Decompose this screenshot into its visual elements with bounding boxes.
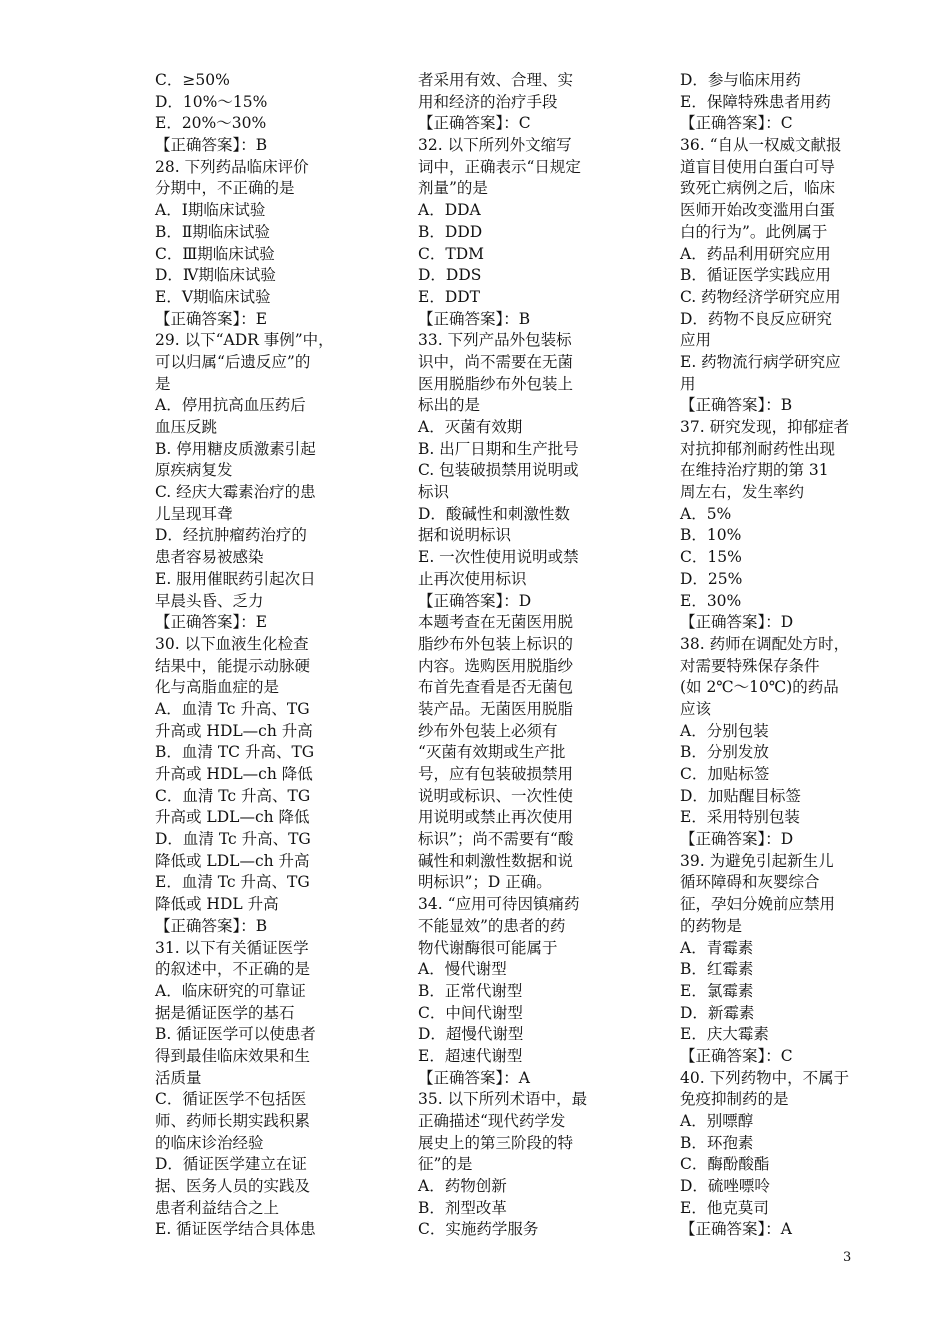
text-line: 35. 以下所列术语中，最 [418, 1090, 588, 1109]
text-line: 【正确答案】：B [680, 396, 793, 415]
text-line: A．药物创新 [418, 1177, 507, 1196]
text-line: A．临床研究的可靠证 [155, 981, 306, 1000]
text-line: 用说明或禁止再次使用 [418, 808, 574, 827]
text-line: A．药品利用研究应用 [680, 244, 831, 263]
text-line: E．血清 Tc 升高、TG [155, 873, 310, 892]
text-line: D．10%～15% [155, 92, 268, 111]
text-line: 得到最佳临床效果和生 [155, 1046, 311, 1065]
text-line: 结果中，能提示动脉硬 [155, 656, 311, 675]
text-line: 展史上的第三阶段的特 [418, 1133, 574, 1152]
text-line: 【正确答案】：B [418, 309, 531, 328]
text-line: E. 一次性使用说明或禁 [418, 548, 579, 567]
text-line: A．Ⅰ期临床试验 [155, 201, 266, 220]
text-line: 物代谢酶很可能属于 [418, 938, 558, 957]
text-line: 36. “自从一权威文献报 [680, 136, 842, 155]
text-line: 脂纱布外包装上标识的 [418, 634, 574, 653]
text-line: 师、药师长期实践积累 [155, 1112, 311, 1130]
text-line: A．别嘌醇 [680, 1112, 754, 1130]
text-line: D．超慢代谢型 [418, 1025, 524, 1044]
text-line: E．庆大霉素 [680, 1025, 769, 1044]
text-line: 应用 [680, 331, 712, 350]
text-line: E．Ⅴ期临床试验 [155, 287, 271, 306]
text-line: C．15% [680, 548, 742, 567]
text-line: D．血清 Tc 升高、TG [155, 830, 311, 849]
text-line: D．加贴醒目标签 [680, 786, 801, 805]
text-line: 用 [680, 374, 696, 393]
text-line: 30. 以下血液生化检查 [155, 634, 309, 653]
text-line: 在维持治疗期的第 31 [680, 461, 829, 480]
text-line: 词中，正确表示“日规定 [418, 157, 581, 176]
text-line: C．循证医学不包括医 [155, 1090, 307, 1109]
text-line: 内容。选购医用脱脂纱 [418, 656, 574, 675]
text-column-3 [680, 70, 860, 1241]
text-line: 37. 研究发现，抑郁症者 [680, 418, 850, 436]
text-line: 【正确答案】：D [680, 830, 794, 849]
text-line: 装产品。无菌医用脱脂 [418, 699, 574, 718]
text-line: 31. 以下有关循证医学 [155, 938, 309, 957]
text-line: 应该 [680, 699, 712, 718]
text-line: 【正确答案】：C [680, 1046, 793, 1065]
text-line: 标出的是 [418, 396, 481, 415]
text-line: E．20%～30% [155, 114, 267, 133]
text-line: 【正确答案】：C [418, 114, 531, 133]
text-line: 白的行为”。此例属于 [680, 222, 828, 241]
text-line: D．参与临床用药 [680, 71, 801, 89]
text-line: 【正确答案】：A [418, 1068, 530, 1087]
text-line: 是 [155, 374, 171, 393]
text-line: C. 药物经济学研究应用 [680, 287, 841, 306]
text-line: 患者容易被感染 [155, 548, 264, 567]
text-line: 据是循证医学的基石 [155, 1003, 295, 1022]
text-line: D．25% [680, 569, 743, 588]
text-line: C. 包装破损禁用说明或 [418, 461, 579, 480]
text-line: B．DDD [418, 222, 483, 241]
text-column-2 [418, 70, 598, 1241]
text-line: E．采用特别包装 [680, 808, 800, 827]
text-line: 33. 下列产品外包装标 [418, 331, 572, 350]
text-line: A．DDA [418, 201, 481, 220]
text-line: 标识 [418, 483, 450, 502]
text-line: 对抗抑郁剂耐药性出现 [680, 439, 836, 458]
text-line: 布首先查看是否无菌包 [418, 678, 574, 697]
text-line: E．DDT [418, 287, 481, 306]
text-line: 【正确答案】：C [680, 114, 793, 133]
text-line: B．10% [680, 526, 742, 545]
text-line: 患者利益结合之上 [155, 1198, 280, 1217]
text-line: 降低或 HDL 升高 [155, 895, 279, 914]
text-line: “灭菌有效期或生产批 [418, 743, 566, 762]
text-line: D．DDS [418, 266, 482, 285]
text-line: A．血清 Tc 升高、TG [155, 699, 310, 718]
text-line: 活质量 [155, 1068, 202, 1087]
text-line: 【正确答案】：B [155, 916, 268, 935]
text-line: 早晨头昏、乏力 [155, 591, 264, 610]
text-line: D．循证医学建立在证 [155, 1155, 307, 1174]
text-line: (如 2℃～10℃)的药品 [680, 678, 839, 697]
text-line: B．分别发放 [680, 743, 769, 762]
text-line: 39. 为避免引起新生儿 [680, 851, 834, 870]
text-line: 循环障碍和灰婴综合 [680, 873, 820, 892]
text-line: 医师开始改变滥用白蛋 [680, 201, 836, 220]
text-line: C. 经庆大霉素治疗的患 [155, 483, 316, 502]
text-line: 者采用有效、合理、实 [418, 71, 574, 89]
text-line: C．中间代谢型 [418, 1003, 523, 1022]
text-line: B．红霉素 [680, 960, 754, 979]
text-line: 本题考查在无菌医用脱 [418, 613, 574, 632]
text-line: E. 服用催眠药引起次日 [155, 569, 316, 588]
text-line: 号，应有包装破损禁用 [418, 765, 574, 783]
text-line: 征”的是 [418, 1155, 473, 1174]
text-line: 血压反跳 [155, 418, 218, 436]
text-line: B．正常代谢型 [418, 981, 523, 1000]
text-line: B. 出厂日期和生产批号 [418, 439, 579, 458]
text-line: 识中，尚不需要在无菌 [418, 352, 574, 371]
text-line: 剂量”的是 [418, 179, 488, 198]
text-line: 分期中，不正确的是 [155, 179, 295, 198]
text-line: 纱布外包装上必须有 [418, 721, 558, 740]
text-line: D．药物不良反应研究 [680, 309, 832, 328]
text-line: A．灭菌有效期 [418, 418, 523, 436]
text-line: 对需要特殊保存条件 [680, 656, 820, 675]
text-line: 40. 下列药物中，不属于 [680, 1068, 850, 1087]
text-line: 【正确答案】：B [155, 136, 268, 155]
text-line: C．≥50% [155, 71, 230, 89]
text-line: B．血清 TC 升高、TG [155, 743, 315, 762]
text-line: B．环孢素 [680, 1133, 754, 1152]
text-line: 【正确答案】：A [680, 1220, 792, 1239]
text-line: A．青霉素 [680, 938, 754, 957]
text-line: 碱性和刺激性数据和说 [418, 851, 574, 870]
text-line: 明标识”；D 正确。 [418, 873, 552, 892]
text-line: D．硫唑嘌呤 [680, 1177, 770, 1196]
text-line: 据和说明标识 [418, 526, 512, 545]
text-line: 化与高脂血症的是 [155, 678, 280, 697]
text-line: 正确描述“现代药学发 [418, 1112, 566, 1130]
text-line: A．5% [680, 504, 732, 523]
text-line: C．TDM [418, 244, 484, 263]
text-line: 34. “应用可待因镇痛药 [418, 895, 580, 914]
text-line: 用和经济的治疗手段 [418, 92, 558, 111]
text-line: E. 药物流行病学研究应 [680, 352, 841, 371]
text-line: 据、医务人员的实践及 [155, 1177, 311, 1196]
text-line: C．实施药学服务 [418, 1220, 539, 1239]
text-line: 的叙述中，不正确的是 [155, 960, 311, 979]
text-line: A．停用抗高血压药后 [155, 396, 306, 415]
text-line: 【正确答案】：E [155, 613, 268, 632]
text-line: B．循证医学实践应用 [680, 266, 831, 285]
text-line: 的药物是 [680, 916, 743, 935]
text-line: 【正确答案】：E [155, 309, 268, 328]
text-line: 【正确答案】：D [680, 613, 794, 632]
text-line: 免疫抑制药的是 [680, 1090, 789, 1109]
text-line: A．慢代谢型 [418, 960, 507, 979]
text-line: 致死亡病例之后，临床 [680, 179, 836, 198]
text-line: 降低或 LDL—ch 升高 [155, 851, 310, 870]
text-line: 可以归属“后遗反应”的 [155, 352, 311, 371]
text-line: E．保障特殊患者用药 [680, 92, 831, 111]
text-line: C．血清 Tc 升高、TG [155, 786, 311, 805]
text-line: 升高或 HDL—ch 升高 [155, 721, 313, 740]
text-line: C．酶酚酸酯 [680, 1155, 770, 1174]
text-line: 不能显效”的患者的药 [418, 916, 566, 935]
text-line: A．分别包装 [680, 721, 769, 740]
text-line: 【正确答案】：D [418, 591, 532, 610]
text-line: 征，孕妇分娩前应禁用 [680, 895, 836, 914]
text-line: 周左右，发生率约 [680, 483, 805, 502]
text-line: 升高或 LDL—ch 降低 [155, 808, 310, 827]
text-line: 的临床诊治经验 [155, 1133, 264, 1152]
text-line: 38. 药师在调配处方时， [680, 634, 850, 653]
page-number: 3 [843, 1250, 852, 1265]
text-line: E．他克莫司 [680, 1198, 769, 1217]
text-line: 止再次使用标识 [418, 569, 527, 588]
text-line: B．剂型改革 [418, 1198, 507, 1217]
text-line: B．Ⅱ期临床试验 [155, 222, 270, 241]
text-line: 32. 以下所列外文缩写 [418, 136, 572, 155]
text-line: 原疾病复发 [155, 461, 233, 480]
text-line: 说明或标识、一次性使 [418, 786, 574, 805]
text-line: 29. 以下“ADR 事例”中， [155, 331, 334, 350]
text-column-1 [155, 70, 335, 1241]
text-line: E．30% [680, 591, 742, 610]
text-line: 标识”；尚不需要有“酸 [418, 830, 574, 849]
text-line: 道盲目使用白蛋白可导 [680, 157, 836, 176]
text-line: D．经抗肿瘤药治疗的 [155, 526, 307, 545]
text-line: B. 停用糖皮质激素引起 [155, 439, 316, 458]
text-line: D．酸碱性和刺激性数 [418, 504, 570, 523]
text-line: E. 循证医学结合具体患 [155, 1220, 316, 1239]
text-line: C．加贴标签 [680, 765, 770, 783]
text-line: 28. 下列药品临床评价 [155, 157, 309, 176]
text-line: E．超速代谢型 [418, 1046, 523, 1065]
text-line: 儿呈现耳聋 [155, 504, 233, 523]
text-line: D．Ⅳ期临床试验 [155, 266, 276, 285]
text-line: D．新霉素 [680, 1003, 755, 1022]
text-line: B. 循证医学可以使患者 [155, 1025, 316, 1044]
text-line: E．氯霉素 [680, 981, 754, 1000]
text-line: 升高或 HDL—ch 降低 [155, 765, 313, 783]
text-line: 医用脱脂纱布外包装上 [418, 374, 574, 393]
text-line: C．Ⅲ期临床试验 [155, 244, 275, 263]
